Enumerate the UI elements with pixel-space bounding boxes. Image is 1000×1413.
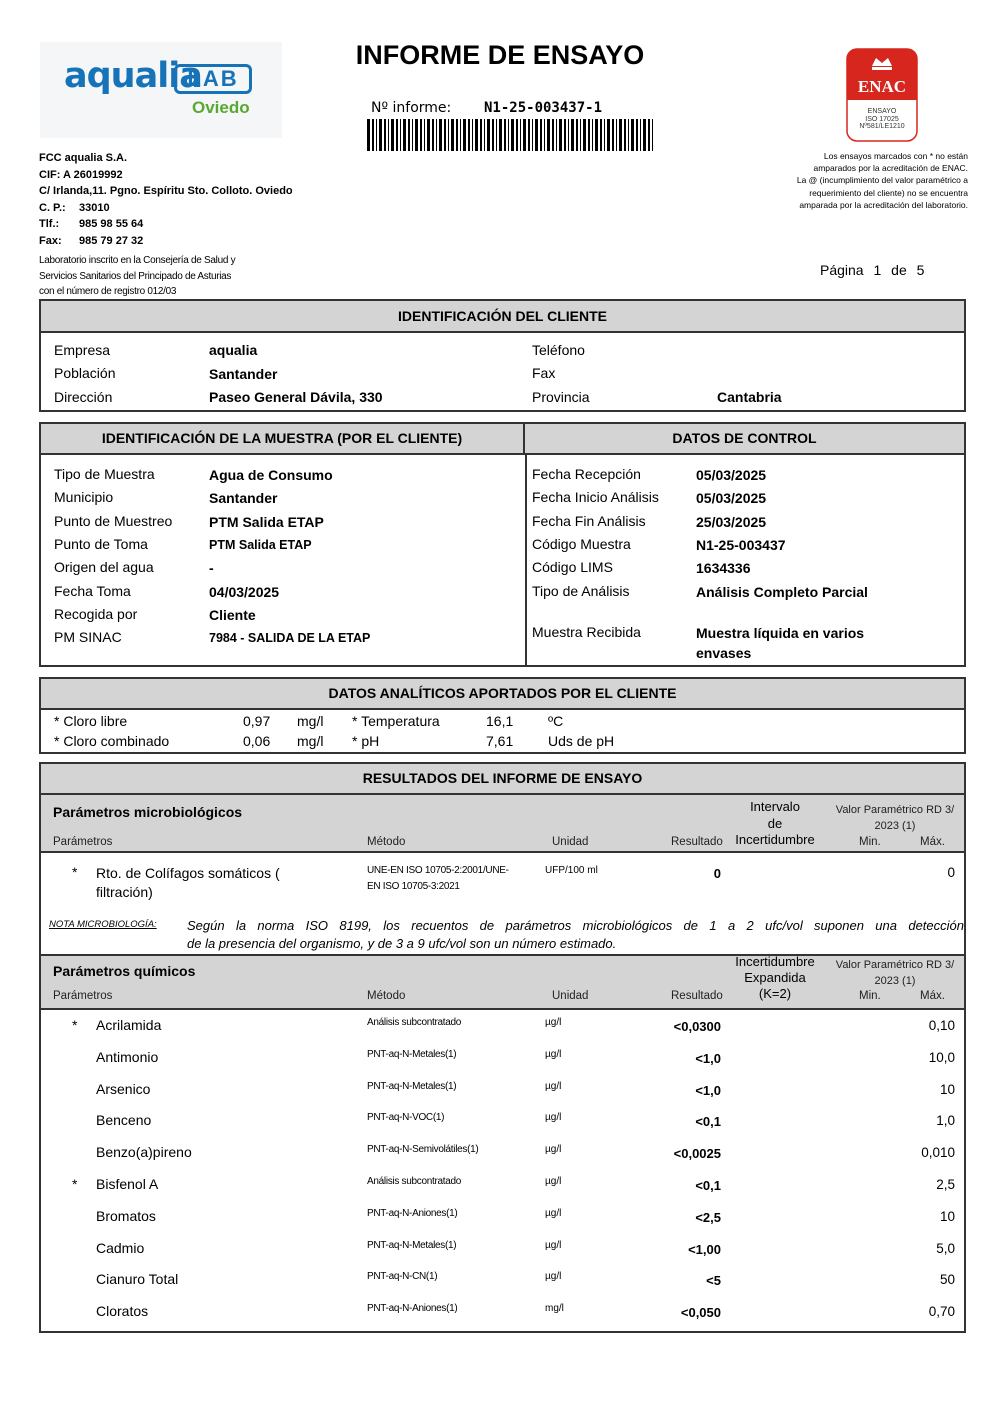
quim-result: <1,0 bbox=[695, 1082, 721, 1098]
quim-param: Cianuro Total bbox=[96, 1271, 179, 1288]
micro-param-line: filtración) bbox=[96, 884, 153, 900]
logo-text: aqualia bbox=[64, 56, 202, 96]
micro-method bbox=[367, 863, 509, 895]
col-interval bbox=[728, 799, 822, 849]
col-inc-line: (K=2) bbox=[758, 986, 792, 1001]
registro-note bbox=[39, 253, 269, 300]
page-number: Página 1 de 5 bbox=[820, 262, 925, 278]
control-value: Análisis Completo Parcial bbox=[696, 584, 868, 600]
micro-unit: UFP/100 ml bbox=[545, 865, 598, 876]
recibida-value-line1: Muestra líquida en varios bbox=[696, 625, 865, 641]
analytic-unit: ºC bbox=[548, 713, 564, 729]
col-unit: Unidad bbox=[552, 836, 589, 848]
micro-result: 0 bbox=[713, 866, 721, 881]
enac-sub3: Nº581/LE1210 bbox=[859, 123, 905, 130]
micro-star: * bbox=[72, 864, 78, 880]
quim-max: 0,010 bbox=[921, 1145, 955, 1161]
analytic-unit: mg/l bbox=[297, 713, 324, 729]
col-inc-line: Expandida bbox=[744, 970, 806, 985]
fax-value: 985 79 27 32 bbox=[79, 234, 144, 247]
direccion-value: Paseo General Dávila, 330 bbox=[209, 389, 383, 405]
quim-result: <1,00 bbox=[688, 1241, 721, 1257]
quim-result: <0,1 bbox=[695, 1114, 721, 1130]
quim-star: * bbox=[72, 1176, 78, 1192]
tlf-label: Tlf.: bbox=[39, 218, 60, 230]
quim-unit: µg/l bbox=[545, 1176, 562, 1187]
col-vp bbox=[827, 957, 963, 989]
sample-value: 04/03/2025 bbox=[209, 584, 280, 600]
quim-max: 0,70 bbox=[928, 1304, 955, 1320]
analytic-box bbox=[39, 677, 966, 754]
company-cif: CIF: A 26019992 bbox=[39, 168, 123, 181]
analytic-param: * Temperatura bbox=[352, 713, 440, 729]
quim-max: 10,0 bbox=[928, 1049, 955, 1065]
col-param: Parámetros bbox=[53, 990, 113, 1002]
col-method: Método bbox=[367, 990, 406, 1002]
sample-label: Punto de Muestreo bbox=[54, 513, 173, 529]
enac-note-line: amparados por la acreditación de ENAC. bbox=[813, 163, 968, 174]
control-label: Fecha Recepción bbox=[532, 466, 641, 482]
micro-param-line: Rto. de Colífagos somáticos ( bbox=[96, 865, 280, 881]
analytic-value: 7,61 bbox=[486, 733, 514, 749]
sample-label: Recogida por bbox=[54, 606, 138, 622]
sample-value: 7984 - SALIDA DE LA ETAP bbox=[209, 631, 371, 645]
control-value: 05/03/2025 bbox=[696, 490, 767, 506]
registro-line: Laboratorio inscrito en la Consejería de Salud y bbox=[39, 255, 236, 266]
nota-label: NOTA MICROBIOLOGÍA: bbox=[49, 919, 157, 930]
control-value: N1-25-003437 bbox=[696, 537, 786, 553]
company-address: C/ Irlanda,11. Pgno. Espíritu Sto. Colloto. Oviedo bbox=[39, 185, 293, 197]
nota-text bbox=[187, 917, 964, 953]
col-vp-line: 2023 (1) bbox=[874, 975, 916, 987]
quim-unit: mg/l bbox=[545, 1303, 564, 1315]
logo-city: Oviedo bbox=[192, 98, 250, 117]
enac-text: ENAC bbox=[857, 77, 907, 96]
quim-param: Cadmio bbox=[96, 1239, 145, 1256]
enac-note-line: La @ (incumplimiento del valor paramétrico a bbox=[796, 175, 968, 186]
provincia-label: Provincia bbox=[532, 389, 590, 405]
company-info bbox=[39, 150, 293, 249]
quim-unit: µg/l bbox=[545, 1271, 562, 1283]
sample-value: Santander bbox=[209, 490, 278, 506]
control-label: Tipo de Análisis bbox=[532, 583, 630, 599]
column-divider bbox=[525, 455, 527, 665]
micro-subheader bbox=[41, 795, 964, 853]
sample-value: Agua de Consumo bbox=[209, 467, 333, 483]
enac-note-line: requerimiento del cliente) no se encuentra bbox=[809, 187, 968, 198]
poblacion-label: Población bbox=[54, 365, 116, 381]
col-max: Máx. bbox=[920, 990, 945, 1002]
quim-result: <0,0300 bbox=[673, 1019, 721, 1034]
sample-label: Tipo de Muestra bbox=[54, 466, 155, 482]
col-interval-line: de bbox=[767, 815, 783, 831]
micro-method-line: EN ISO 10705-3:2021 bbox=[367, 881, 460, 892]
quim-result: <0,050 bbox=[680, 1305, 721, 1321]
quim-max: 5,0 bbox=[936, 1240, 955, 1256]
analytic-value: 0,06 bbox=[243, 733, 271, 749]
col-interval-line: Incertidumbre bbox=[735, 832, 815, 847]
quim-result: <5 bbox=[706, 1273, 721, 1289]
poblacion-value: Santander bbox=[209, 366, 278, 382]
aqualia-lab-logo bbox=[40, 42, 282, 138]
quim-method: PNT-aq-N-Metales(1) bbox=[367, 1239, 457, 1251]
quim-result: <2,5 bbox=[695, 1209, 721, 1225]
enac-note-line: amparada por la acreditación del laboratorio. bbox=[799, 199, 968, 210]
cp-value: 33010 bbox=[79, 201, 110, 214]
quim-unit: µg/l bbox=[545, 1080, 562, 1092]
sample-label: Origen del agua bbox=[54, 559, 154, 575]
sample-value: PTM Salida ETAP bbox=[209, 538, 312, 552]
quim-unit: µg/l bbox=[545, 1112, 562, 1124]
registro-line: Servicios Sanitarios del Principado de Asturias bbox=[39, 270, 232, 282]
quim-max: 10 bbox=[939, 1081, 955, 1097]
col-result: Resultado bbox=[671, 990, 723, 1002]
analytic-value: 16,1 bbox=[486, 713, 514, 729]
sample-label: PM SINAC bbox=[54, 629, 122, 645]
enac-sub2: ISO 17025 bbox=[865, 115, 899, 123]
report-title: INFORME DE ENSAYO bbox=[355, 40, 645, 70]
enac-note-line: Los ensayos marcados con * no están bbox=[823, 151, 968, 161]
col-inc-line: Incertidumbre bbox=[735, 954, 815, 969]
control-value: 1634336 bbox=[696, 560, 751, 576]
quim-max: 50 bbox=[939, 1272, 955, 1288]
informe-number: N1-25-003437-1 bbox=[484, 100, 603, 116]
quim-param: Antimonio bbox=[96, 1048, 159, 1065]
fax-label: Fax: bbox=[39, 234, 62, 247]
quim-title: Parámetros químicos bbox=[53, 963, 196, 979]
quim-result: <1,0 bbox=[695, 1050, 721, 1066]
quim-param: Bisfenol A bbox=[96, 1176, 159, 1192]
informe-label: Nº informe: bbox=[371, 100, 452, 116]
quim-param: Cloratos bbox=[96, 1303, 149, 1320]
client-heading: IDENTIFICACIÓN DEL CLIENTE bbox=[41, 301, 964, 333]
enac-note bbox=[772, 150, 968, 211]
sample-value: PTM Salida ETAP bbox=[209, 514, 324, 530]
barcode bbox=[367, 119, 655, 151]
col-interval-line: Intervalo bbox=[750, 799, 800, 814]
sample-heading: IDENTIFICACIÓN DE LA MUESTRA (POR EL CLIENTE) bbox=[41, 424, 525, 455]
col-max: Máx. bbox=[920, 836, 945, 848]
results-box bbox=[39, 762, 966, 1333]
quim-method: PNT-aq-N-Metales(1) bbox=[367, 1048, 457, 1060]
control-label: Código Muestra bbox=[532, 536, 631, 552]
logo-lab: LAB bbox=[174, 64, 252, 94]
client-box bbox=[39, 299, 966, 412]
analytic-unit: mg/l bbox=[297, 733, 324, 749]
cp-label: C. P.: bbox=[39, 201, 66, 214]
quim-result: <0,1 bbox=[695, 1178, 721, 1193]
col-param: Parámetros bbox=[53, 836, 113, 848]
control-label: Fecha Fin Análisis bbox=[532, 513, 646, 529]
quim-result: <0,0025 bbox=[673, 1146, 721, 1162]
micro-max: 0 bbox=[947, 865, 955, 880]
sample-value: Cliente bbox=[209, 607, 256, 623]
sample-label: Punto de Toma bbox=[54, 536, 148, 552]
nota-line: Según la norma ISO 8199, los recuentos de parámetros microbiológicos de 1 a 2 ufc/vol suponen una detección bbox=[187, 918, 964, 933]
analytic-heading: DATOS ANALÍTICOS APORTADOS POR EL CLIENTE bbox=[41, 679, 964, 710]
quim-unit: µg/l bbox=[545, 1017, 562, 1028]
provincia-value: Cantabria bbox=[717, 389, 782, 405]
col-vp-line: 2023 (1) bbox=[874, 820, 916, 832]
quim-subheader bbox=[41, 954, 964, 1010]
enac-seal bbox=[846, 48, 918, 142]
col-vp-line: Valor Paramétrico RD 3/ bbox=[835, 959, 955, 971]
col-incertidumbre bbox=[728, 954, 822, 1002]
col-result: Resultado bbox=[671, 836, 723, 848]
control-label: Fecha Inicio Análisis bbox=[532, 489, 659, 505]
control-value: 25/03/2025 bbox=[696, 514, 767, 530]
quim-method: Análisis subcontratado bbox=[367, 1176, 462, 1187]
registro-line: con el número de registro 012/03 bbox=[39, 286, 177, 297]
analytic-param: * Cloro combinado bbox=[54, 733, 170, 749]
analytic-unit: Uds de pH bbox=[548, 733, 615, 749]
analytic-value: 0,97 bbox=[243, 713, 271, 729]
quim-method: PNT-aq-N-VOC(1) bbox=[367, 1112, 445, 1124]
company-name: FCC aqualia S.A. bbox=[39, 152, 128, 164]
quim-method: PNT-aq-N-CN(1) bbox=[367, 1271, 438, 1283]
recibida-label: Muestra Recibida bbox=[532, 624, 641, 640]
telefono-label: Teléfono bbox=[532, 342, 585, 358]
micro-param bbox=[96, 864, 280, 902]
sample-value: - bbox=[209, 560, 214, 576]
quim-method: PNT-aq-N-Metales(1) bbox=[367, 1080, 457, 1092]
quim-method: Análisis subcontratado bbox=[367, 1017, 462, 1028]
quim-method: PNT-aq-N-Aniones(1) bbox=[367, 1207, 458, 1219]
quim-param: Acrilamida bbox=[96, 1017, 162, 1033]
quim-param: Benzo(a)pireno bbox=[96, 1144, 192, 1161]
col-vp bbox=[827, 802, 963, 834]
empresa-value: aqualia bbox=[209, 342, 258, 358]
quim-param: Arsenico bbox=[96, 1080, 151, 1097]
micro-title: Parámetros microbiológicos bbox=[53, 804, 243, 820]
quim-unit: µg/l bbox=[545, 1239, 562, 1251]
analytic-param: * pH bbox=[352, 733, 380, 749]
control-heading: DATOS DE CONTROL bbox=[525, 424, 964, 455]
col-min: Min. bbox=[859, 836, 881, 848]
quim-max: 2,5 bbox=[936, 1177, 955, 1192]
analytic-param: * Cloro libre bbox=[54, 713, 128, 729]
quim-param: Bromatos bbox=[96, 1207, 156, 1224]
quim-max: 1,0 bbox=[936, 1113, 955, 1129]
quim-unit: µg/l bbox=[545, 1048, 562, 1060]
empresa-label: Empresa bbox=[54, 342, 111, 358]
results-heading: RESULTADOS DEL INFORME DE ENSAYO bbox=[41, 764, 964, 795]
nota-line: de la presencia del organismo, y de 3 a 9 ufc/vol son un número estimado. bbox=[187, 936, 617, 951]
sample-control-box bbox=[39, 422, 966, 667]
fax-label: Fax bbox=[532, 365, 556, 381]
control-label: Código LIMS bbox=[532, 559, 613, 575]
quim-max: 0,10 bbox=[928, 1018, 955, 1033]
quim-unit: µg/l bbox=[545, 1144, 562, 1156]
quim-method: PNT-aq-N-Aniones(1) bbox=[367, 1303, 458, 1315]
quim-param: Benceno bbox=[96, 1112, 152, 1129]
direccion-label: Dirección bbox=[54, 389, 113, 405]
recibida-value-line2: envases bbox=[696, 645, 752, 661]
sample-label: Fecha Toma bbox=[54, 583, 131, 599]
col-unit: Unidad bbox=[552, 990, 589, 1002]
sample-label: Municipio bbox=[54, 489, 114, 505]
enac-sub1: ENSAYO bbox=[867, 108, 897, 115]
col-method: Método bbox=[367, 836, 406, 848]
quim-unit: µg/l bbox=[545, 1207, 562, 1219]
quim-max: 10 bbox=[939, 1208, 955, 1224]
quim-method: PNT-aq-N-Semivolátiles(1) bbox=[367, 1144, 479, 1156]
tlf-value: 985 98 55 64 bbox=[79, 218, 144, 230]
col-min: Min. bbox=[859, 990, 881, 1002]
micro-method-line: UNE-EN ISO 10705-2:2001/UNE- bbox=[367, 865, 509, 876]
control-value: 05/03/2025 bbox=[696, 467, 767, 483]
col-vp-line: Valor Paramétrico RD 3/ bbox=[835, 804, 955, 816]
quim-star: * bbox=[72, 1017, 78, 1033]
